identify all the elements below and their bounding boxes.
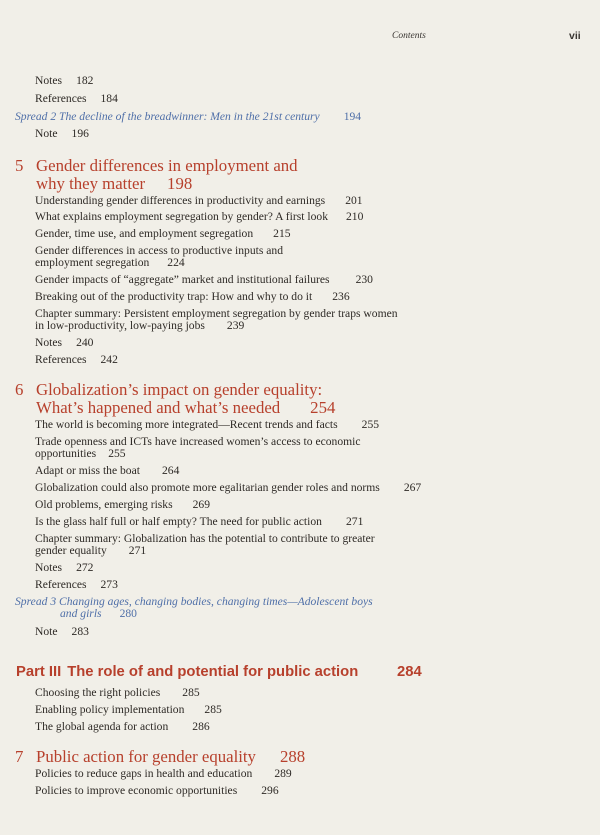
toc-entry[interactable]: Gender differences in access to productive inputs and bbox=[35, 244, 283, 257]
toc-entry-notes[interactable]: Notes 272 bbox=[35, 561, 94, 574]
toc-entry[interactable]: Breaking out of the productivity trap: How and why to do it 236 bbox=[35, 290, 350, 303]
toc-entry[interactable]: The global agenda for action 286 bbox=[35, 720, 210, 733]
toc-entry[interactable]: Policies to improve economic opportunities 296 bbox=[35, 784, 279, 797]
toc-entry[interactable]: Trade openness and ICTs have increased women’s access to economic bbox=[35, 435, 361, 448]
toc-entry-spread-2[interactable]: Spread 2 The decline of the breadwinner: Men in the 21st century 194 bbox=[15, 110, 362, 123]
toc-entry-note[interactable]: Note 196 bbox=[35, 127, 89, 140]
toc-entry-references[interactable]: References 184 bbox=[35, 92, 118, 105]
chapter-6-page: 254 bbox=[310, 398, 336, 417]
toc-entry-note[interactable]: Note 283 bbox=[35, 625, 89, 638]
toc-entry[interactable]: Understanding gender differences in productivity and earnings 201 bbox=[35, 194, 363, 207]
toc-entry[interactable]: Globalization could also promote more egalitarian gender roles and norms 267 bbox=[35, 481, 422, 494]
part-3-page: 284 bbox=[397, 664, 422, 680]
chapter-5-heading-line2[interactable]: why they matter 198 bbox=[36, 174, 193, 193]
toc-entry-continuation[interactable]: gender equality 271 bbox=[35, 544, 147, 557]
part-3-label: Part III bbox=[16, 664, 62, 680]
toc-entry-references[interactable]: References 242 bbox=[35, 353, 118, 366]
chapter-7-heading[interactable]: 7 Public action for gender equality 288 bbox=[15, 747, 306, 766]
toc-entry[interactable]: Old problems, emerging risks 269 bbox=[35, 498, 210, 511]
part-3-heading[interactable] bbox=[16, 664, 422, 680]
chapter-7-page: 288 bbox=[279, 747, 306, 766]
toc-entry[interactable]: Adapt or miss the boat 264 bbox=[35, 464, 180, 477]
toc-entry[interactable]: The world is becoming more integrated—Recent trends and facts 255 bbox=[35, 418, 380, 431]
toc-entry[interactable]: Gender impacts of “aggregate” market and institutional failures 230 bbox=[35, 273, 373, 286]
toc-entry[interactable]: Choosing the right policies 285 bbox=[35, 686, 200, 699]
toc-entry-notes[interactable]: Notes 240 bbox=[35, 336, 94, 349]
header-page-number: vii bbox=[569, 30, 581, 42]
toc-entry[interactable]: Policies to reduce gaps in health and education 289 bbox=[35, 767, 292, 780]
toc-entry[interactable]: What explains employment segregation by gender? A first look 210 bbox=[35, 210, 364, 223]
toc-entry-spread-3-continuation[interactable]: and girls 280 bbox=[60, 607, 137, 620]
toc-entry[interactable]: Is the glass half full or half empty? The need for public action 271 bbox=[35, 515, 364, 528]
toc-entry[interactable]: Chapter summary: Globalization has the potential to contribute to greater bbox=[35, 532, 375, 545]
part-3-title: The role of and potential for public action bbox=[67, 664, 359, 680]
chapter-5-heading[interactable]: 5 Gender differences in employment and bbox=[15, 156, 298, 175]
chapter-6-heading[interactable]: 6 Globalization’s impact on gender equality: bbox=[15, 380, 323, 399]
toc-entry-references[interactable]: References 273 bbox=[35, 578, 118, 591]
toc-entry-notes[interactable]: Notes 182 bbox=[35, 74, 94, 87]
toc-entry[interactable]: Enabling policy implementation 285 bbox=[35, 703, 222, 716]
toc-entry-continuation[interactable]: in low-productivity, low-paying jobs 239 bbox=[35, 319, 245, 332]
toc-entry[interactable]: Gender, time use, and employment segregation 215 bbox=[35, 227, 291, 240]
chapter-5-page: 198 bbox=[167, 174, 193, 193]
chapter-6-heading-line2[interactable]: What’s happened and what’s needed 254 bbox=[36, 398, 336, 417]
header-section-title: Contents bbox=[392, 31, 426, 41]
toc-entry-continuation[interactable]: opportunities 255 bbox=[35, 447, 126, 460]
toc-entry[interactable]: Chapter summary: Persistent employment segregation by gender traps women bbox=[35, 307, 398, 320]
toc-entry-continuation[interactable]: employment segregation 224 bbox=[35, 256, 185, 269]
toc-entry-spread-3[interactable]: Spread 3 Changing ages, changing bodies, changing times—Adolescent boys bbox=[15, 595, 373, 608]
